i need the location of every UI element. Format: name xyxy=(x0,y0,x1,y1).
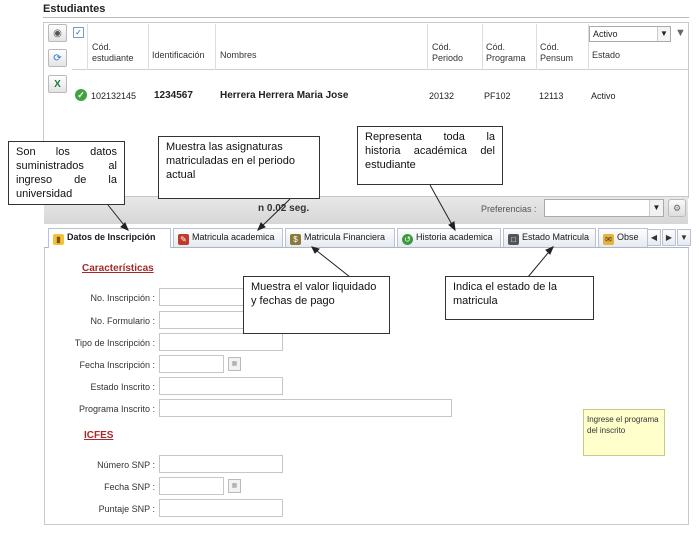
tab-label: Matricula academica xyxy=(192,232,275,242)
tab-label: Matricula Financiera xyxy=(304,232,386,242)
select-all-checkbox[interactable]: ✓ xyxy=(73,27,84,38)
field-label-no-inscripcion: No. Inscripción : xyxy=(90,293,155,303)
history-icon: ↺ xyxy=(402,234,413,245)
tooltip: Ingrese el programa del inscrito xyxy=(583,409,665,456)
window-title: Estudiantes xyxy=(43,3,106,15)
col-header-codigo[interactable]: Cód. estudiante xyxy=(92,42,134,63)
field-label-estado-inscrito: Estado Inscrito : xyxy=(90,382,155,392)
field-label-no-formulario: No. Formulario : xyxy=(90,316,155,326)
col-header-programa[interactable]: Cód. Programa xyxy=(486,42,526,63)
col-header-nombres[interactable]: Nombres xyxy=(220,50,257,60)
excel-icon[interactable]: X xyxy=(48,75,67,93)
field-label-tipo-inscripcion: Tipo de Inscripción : xyxy=(74,338,155,348)
check-circle-icon: ✓ xyxy=(75,89,87,101)
cell-nombres: Herrera Herrera Maria Jose xyxy=(220,90,349,101)
status-filter-value: Activo xyxy=(593,29,618,39)
field-label-numero-snp: Número SNP : xyxy=(97,460,155,470)
col-header-pensum[interactable]: Cód. Pensum xyxy=(540,42,574,63)
settings-icon[interactable]: ⚙ xyxy=(668,199,686,217)
col-header-identificacion[interactable]: Identificación xyxy=(152,50,205,60)
notes-icon: ✉ xyxy=(603,234,614,245)
tab-label: Obse xyxy=(617,232,639,242)
cell-estado: Activo xyxy=(591,91,616,101)
cash-icon: $ xyxy=(290,234,301,245)
calendar-icon[interactable]: ▦ xyxy=(228,479,241,493)
cell-periodo: 20132 xyxy=(429,91,455,101)
tab-scroll-right-icon[interactable]: ▶ xyxy=(662,229,676,246)
callout-matricula-financiera: Muestra el valor liquidado y fechas de pago xyxy=(243,276,390,334)
filter-icon[interactable]: ▼ xyxy=(675,27,686,39)
pencil-icon: ✎ xyxy=(178,234,189,245)
binoculars-icon[interactable]: ◉ xyxy=(48,24,67,42)
cell-codigo: 102132145 xyxy=(91,91,137,101)
chevron-down-icon: ▼ xyxy=(657,27,670,41)
field-label-fecha-inscripcion: Fecha Inscripción : xyxy=(79,360,155,370)
callout-datos-inscripcion: Son los datos suministrados al ingreso de la universidad xyxy=(8,141,125,205)
tab-scroll-left-icon[interactable]: ◀ xyxy=(647,229,661,246)
folder-icon: ▮ xyxy=(53,234,64,245)
callout-estado-matricula: Indica el estado de la matricula xyxy=(445,276,594,320)
refresh-icon[interactable]: ⟳ xyxy=(48,49,67,67)
tab-label: Historia academica xyxy=(416,232,493,242)
col-header-estado[interactable]: Estado xyxy=(592,50,621,60)
field-label-puntaje-snp: Puntaje SNP : xyxy=(98,504,155,514)
chevron-down-icon: ▼ xyxy=(649,200,663,216)
callout-matricula-academica: Muestra las asignaturas matriculadas en el periodo actual xyxy=(158,136,320,199)
section-icfes: ICFES xyxy=(84,430,114,441)
section-caracteristicas: Características xyxy=(82,263,154,274)
tab-menu-icon[interactable]: ▼ xyxy=(677,229,691,246)
tab-label: Datos de Inscripción xyxy=(67,232,156,242)
calendar-icon[interactable]: ▦ xyxy=(228,357,241,371)
col-header-periodo[interactable]: Cód. Periodo xyxy=(432,42,464,63)
cell-pensum: 12113 xyxy=(539,91,564,101)
tab-label: Estado Matricula xyxy=(522,232,590,242)
field-label-fecha-snp: Fecha SNP : xyxy=(104,482,155,492)
cell-identificacion: 1234567 xyxy=(154,90,193,101)
preferences-label: Preferencias : xyxy=(481,204,537,214)
field-label-programa-inscrito: Programa Inscrito : xyxy=(78,404,155,414)
query-timing: n 0.02 seg. xyxy=(258,203,310,214)
callout-historia-academica: Representa toda la historia académica del estudiante xyxy=(357,126,503,185)
cell-programa: PF102 xyxy=(484,91,511,101)
status-icon: □ xyxy=(508,234,519,245)
